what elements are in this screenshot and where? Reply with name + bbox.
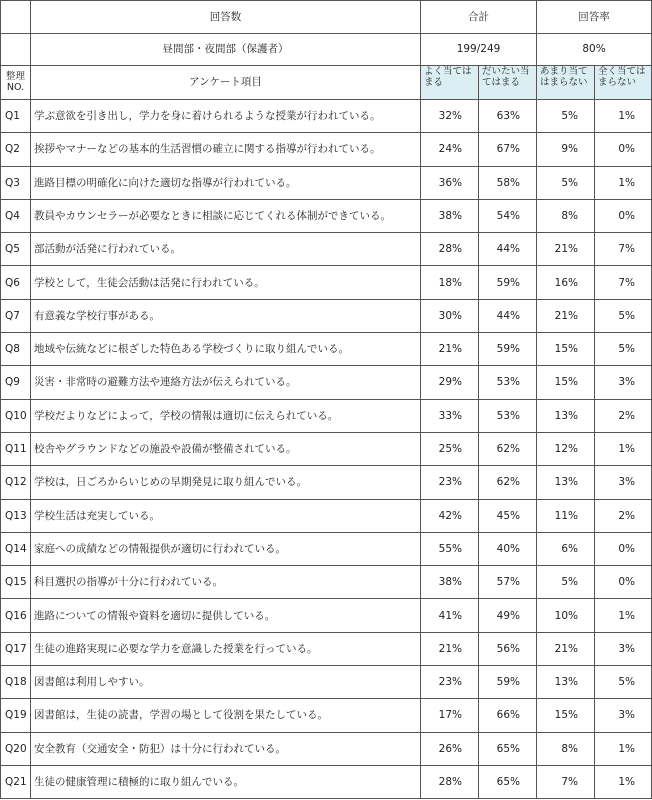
value-somewhat-agree: 40% — [479, 532, 537, 565]
value-strongly-agree: 33% — [421, 399, 479, 432]
question-number: Q7 — [1, 299, 31, 332]
value-strongly-agree: 25% — [421, 432, 479, 465]
value-strongly-agree: 32% — [421, 100, 479, 133]
value-somewhat-disagree: 5% — [537, 566, 595, 599]
question-text: 安全教育（交通安全・防犯）は十分に行われている。 — [31, 732, 421, 765]
value-strongly-disagree: 1% — [595, 100, 652, 133]
question-number: Q17 — [1, 632, 31, 665]
table-row — [1, 765, 652, 798]
question-text: 有意義な学校行事がある。 — [31, 299, 421, 332]
value-somewhat-agree: 66% — [479, 699, 537, 732]
value-somewhat-disagree: 5% — [537, 166, 595, 199]
value-somewhat-disagree: 10% — [537, 599, 595, 632]
table-row — [1, 166, 652, 199]
value-somewhat-agree: 53% — [479, 366, 537, 399]
col-header-somewhat-agree: だいたい当 てはまる — [479, 66, 537, 100]
value-strongly-agree: 24% — [421, 133, 479, 166]
value-strongly-agree: 23% — [421, 666, 479, 699]
value-strongly-disagree: 5% — [595, 333, 652, 366]
table-row — [1, 233, 652, 266]
header-row-3 — [1, 66, 652, 100]
question-text: 進路についての情報や資料を適切に提供している。 — [31, 599, 421, 632]
question-text: 地域や伝統などに根ざした特色ある学校づくりに取り組んでいる。 — [31, 333, 421, 366]
value-somewhat-disagree: 21% — [537, 299, 595, 332]
table-row — [1, 499, 652, 532]
value-strongly-agree: 26% — [421, 732, 479, 765]
question-number: Q13 — [1, 499, 31, 532]
value-somewhat-agree: 58% — [479, 166, 537, 199]
question-number: Q12 — [1, 466, 31, 499]
value-somewhat-disagree: 13% — [537, 466, 595, 499]
value-strongly-disagree: 5% — [595, 299, 652, 332]
value-strongly-agree: 21% — [421, 632, 479, 665]
value-strongly-agree: 17% — [421, 699, 479, 732]
value-strongly-disagree: 1% — [595, 599, 652, 632]
value-strongly-disagree: 5% — [595, 666, 652, 699]
question-number: Q9 — [1, 366, 31, 399]
question-number: Q20 — [1, 732, 31, 765]
question-number: Q21 — [1, 765, 31, 798]
value-somewhat-disagree: 15% — [537, 333, 595, 366]
table-row — [1, 466, 652, 499]
question-text: 図書館は，生徒の読書，学習の場として役割を果たしている。 — [31, 699, 421, 732]
value-strongly-agree: 23% — [421, 466, 479, 499]
question-number: Q14 — [1, 532, 31, 565]
question-text: 災害・非常時の避難方法や連絡方法が伝えられている。 — [31, 366, 421, 399]
question-number: Q1 — [1, 100, 31, 133]
total-label: 合計 — [421, 1, 537, 34]
value-somewhat-agree: 65% — [479, 765, 537, 798]
col-header-strongly-agree: よく当ては まる — [421, 66, 479, 100]
value-strongly-agree: 28% — [421, 765, 479, 798]
question-number: Q8 — [1, 333, 31, 366]
value-strongly-disagree: 3% — [595, 632, 652, 665]
rate-value: 80% — [537, 34, 652, 66]
value-strongly-agree: 42% — [421, 499, 479, 532]
question-number: Q6 — [1, 266, 31, 299]
rate-label: 回答率 — [537, 1, 652, 34]
question-number: Q4 — [1, 199, 31, 232]
value-somewhat-agree: 63% — [479, 100, 537, 133]
question-number: Q3 — [1, 166, 31, 199]
value-somewhat-agree: 54% — [479, 199, 537, 232]
table-row — [1, 566, 652, 599]
question-text: 図書館は利用しやすい。 — [31, 666, 421, 699]
value-somewhat-disagree: 15% — [537, 366, 595, 399]
value-strongly-disagree: 3% — [595, 699, 652, 732]
value-strongly-disagree: 0% — [595, 532, 652, 565]
value-strongly-disagree: 7% — [595, 233, 652, 266]
table-row — [1, 399, 652, 432]
question-text: 学校として，生徒会活動は活発に行われている。 — [31, 266, 421, 299]
value-somewhat-disagree: 21% — [537, 632, 595, 665]
value-somewhat-agree: 57% — [479, 566, 537, 599]
table-row — [1, 432, 652, 465]
table-row — [1, 699, 652, 732]
value-somewhat-agree: 67% — [479, 133, 537, 166]
question-text: 教員やカウンセラーが必要なときに相談に応じてくれる体制ができている。 — [31, 199, 421, 232]
value-somewhat-disagree: 13% — [537, 399, 595, 432]
header-row-1 — [1, 1, 652, 34]
value-somewhat-disagree: 11% — [537, 499, 595, 532]
question-number: Q2 — [1, 133, 31, 166]
question-text: 挨拶やマナーなどの基本的生活習慣の確立に関する指導が行われている。 — [31, 133, 421, 166]
value-somewhat-disagree: 21% — [537, 233, 595, 266]
question-text: 部活動が活発に行われている。 — [31, 233, 421, 266]
value-somewhat-disagree: 6% — [537, 532, 595, 565]
value-strongly-disagree: 7% — [595, 266, 652, 299]
value-strongly-agree: 38% — [421, 566, 479, 599]
col-header-strongly-disagree: 全く当ては まらない — [595, 66, 652, 100]
value-strongly-disagree: 0% — [595, 199, 652, 232]
value-strongly-disagree: 1% — [595, 765, 652, 798]
value-strongly-disagree: 3% — [595, 466, 652, 499]
header-row-2 — [1, 34, 652, 66]
question-text: 生徒の健康管理に積極的に取り組んでいる。 — [31, 765, 421, 798]
value-somewhat-agree: 53% — [479, 399, 537, 432]
question-text: 科目選択の指導が十分に行われている。 — [31, 566, 421, 599]
table-row — [1, 632, 652, 665]
question-text: 生徒の進路実現に必要な学力を意識した授業を行っている。 — [31, 632, 421, 665]
value-strongly-agree: 21% — [421, 333, 479, 366]
question-text: 学校は，日ごろからいじめの早期発見に取り組んでいる。 — [31, 466, 421, 499]
value-somewhat-agree: 62% — [479, 432, 537, 465]
value-somewhat-disagree: 7% — [537, 765, 595, 798]
table-row — [1, 666, 652, 699]
value-somewhat-agree: 44% — [479, 299, 537, 332]
question-text: 学ぶ意欲を引き出し，学力を身に着けられるような授業が行われている。 — [31, 100, 421, 133]
value-strongly-disagree: 2% — [595, 399, 652, 432]
question-number: Q15 — [1, 566, 31, 599]
value-strongly-agree: 38% — [421, 199, 479, 232]
value-strongly-disagree: 2% — [595, 499, 652, 532]
group-label: 昼間部・夜間部（保護者） — [31, 34, 421, 66]
question-number: Q11 — [1, 432, 31, 465]
table-row — [1, 366, 652, 399]
table-row — [1, 266, 652, 299]
value-somewhat-disagree: 8% — [537, 199, 595, 232]
value-strongly-agree: 41% — [421, 599, 479, 632]
value-strongly-agree: 55% — [421, 532, 479, 565]
item-header: アンケート項目 — [31, 66, 421, 100]
col-header-somewhat-disagree: あまり当て はまらない — [537, 66, 595, 100]
value-strongly-agree: 29% — [421, 366, 479, 399]
value-somewhat-agree: 59% — [479, 266, 537, 299]
value-somewhat-agree: 45% — [479, 499, 537, 532]
table-row — [1, 532, 652, 565]
question-text: 学校だよりなどによって，学校の情報は適切に伝えられている。 — [31, 399, 421, 432]
value-somewhat-agree: 44% — [479, 233, 537, 266]
value-strongly-disagree: 0% — [595, 133, 652, 166]
table-row — [1, 100, 652, 133]
value-strongly-agree: 30% — [421, 299, 479, 332]
no-header: 整理 NO. — [1, 66, 31, 100]
table-row — [1, 199, 652, 232]
value-somewhat-agree: 49% — [479, 599, 537, 632]
value-somewhat-agree: 59% — [479, 333, 537, 366]
value-strongly-disagree: 1% — [595, 732, 652, 765]
value-somewhat-disagree: 16% — [537, 266, 595, 299]
table-row — [1, 299, 652, 332]
question-text: 進路目標の明確化に向けた適切な指導が行われている。 — [31, 166, 421, 199]
value-somewhat-agree: 62% — [479, 466, 537, 499]
value-strongly-disagree: 1% — [595, 166, 652, 199]
value-strongly-agree: 28% — [421, 233, 479, 266]
question-text: 家庭への成績などの情報提供が適切に行われている。 — [31, 532, 421, 565]
question-number: Q5 — [1, 233, 31, 266]
question-number: Q19 — [1, 699, 31, 732]
table-row — [1, 599, 652, 632]
total-value: 199/249 — [421, 34, 537, 66]
value-strongly-agree: 36% — [421, 166, 479, 199]
value-strongly-disagree: 3% — [595, 366, 652, 399]
value-somewhat-agree: 56% — [479, 632, 537, 665]
value-somewhat-disagree: 8% — [537, 732, 595, 765]
table-row — [1, 333, 652, 366]
value-somewhat-disagree: 12% — [537, 432, 595, 465]
response-count-label: 回答数 — [31, 1, 421, 34]
question-number: Q16 — [1, 599, 31, 632]
value-somewhat-disagree: 13% — [537, 666, 595, 699]
value-somewhat-disagree: 15% — [537, 699, 595, 732]
question-number: Q10 — [1, 399, 31, 432]
question-text: 校舎やグラウンドなどの施設や設備が整備されている。 — [31, 432, 421, 465]
value-strongly-agree: 18% — [421, 266, 479, 299]
table-row — [1, 133, 652, 166]
value-somewhat-agree: 59% — [479, 666, 537, 699]
value-strongly-disagree: 1% — [595, 432, 652, 465]
value-somewhat-agree: 65% — [479, 732, 537, 765]
question-text: 学校生活は充実している。 — [31, 499, 421, 532]
table-row — [1, 732, 652, 765]
value-strongly-disagree: 0% — [595, 566, 652, 599]
value-somewhat-disagree: 9% — [537, 133, 595, 166]
value-somewhat-disagree: 5% — [537, 100, 595, 133]
question-number: Q18 — [1, 666, 31, 699]
